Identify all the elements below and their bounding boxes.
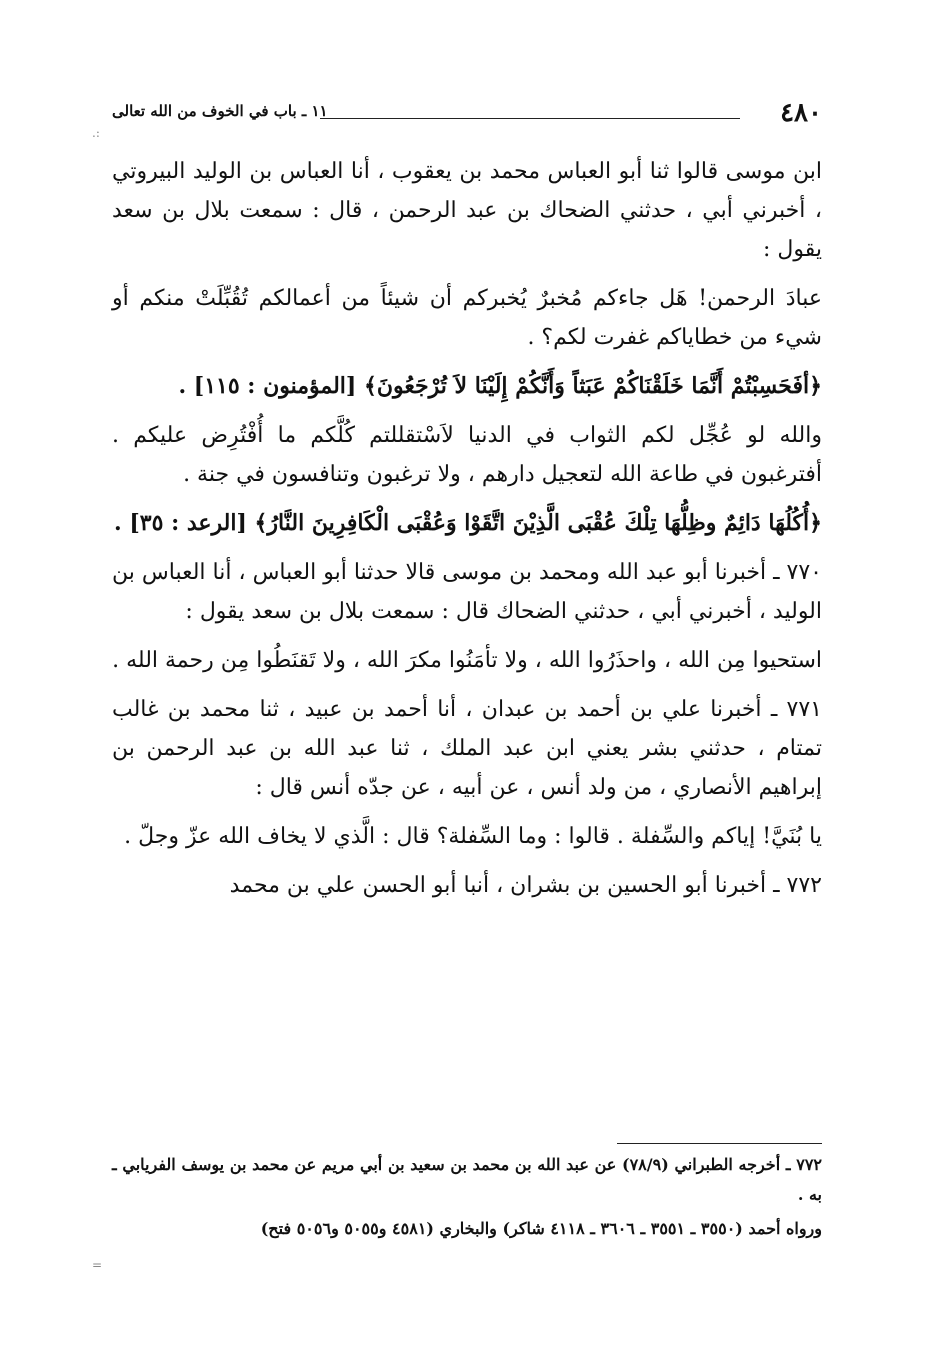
margin-mark: = [92,1258,103,1272]
paragraph: يا بُنَيَّ! إياكم والسِّفلة . قالوا : وما السِّفلة؟ قال : الَّذي لا يخاف الله عزّ وجلّ . [124,824,822,849]
body-text [112,152,822,915]
paragraph: عبادَ الرحمن! هَل جاءكم مُخبرٌ يُخبركم أن شيئاً من أعمالكم تُقُبِّلَتْ منكم أو شيء من خطاياكم غفرت لكم؟ . [112,286,822,350]
paragraph: ابن موسى قالوا ثنا أبو العباس محمد بن يعقوب ، أنا العباس بن الوليد البيروتي ، أخبرني أبي ، حدثني الضحاك بن عبد الرحمن ، قال : سمعت بلال بن سعد يقول : [112,159,822,262]
paragraph: والله لو عُجِّل لكم الثواب في الدنيا لاَسْتقللتم كُلَّكم ما أُفْتُرِض عليكم . أفترغبون في طاعة الله لتعجيل دارهم ، ولا ترغبون وتنافسون في جنة . [112,423,822,487]
footnote-rule [617,1143,822,1144]
page-number: ٤٨٠ [780,98,822,128]
footnotes [112,1150,822,1248]
hadith-paragraph: ٧٧٠ ـ أخبرنا أبو عبد الله ومحمد بن موسى قالا حدثنا أبو العباس ، أنا العباس بن الوليد ، أخبرني أبي ، حدثني الضحاك قال : سمعت بلال بن سعد يقول : [112,560,822,624]
footnote: ورواه أحمد (٣٥٥٠ ـ ٣٥٥١ ـ ٣٦٠٦ ـ ٤١١٨ شاكر) والبخاري (٤٥٨١ و٥٠٥٥ و٥٠٥٦ فتح) [260,1219,822,1238]
footnote: ٧٧٢ ـ أخرجه الطبراني (٧٨/٩) عن عبد الله بن محمد بن سعيد بن أبي مريم عن محمد بن يوسف الفريابي ـ به . [112,1155,822,1204]
quran-verse: ﴿أُكُلُهَا دَائِمٌ وظِلُّهَا تِلْكَ عُقْبَى الَّذِيْنَ اتَّقَوْا وَعُقْبَى الْكَافِرِينَ النَّارُ﴾ [الرعد : ٣٥] . [114,510,822,536]
margin-mark: .: [92,126,100,140]
running-title: ١١ ـ باب في الخوف من الله تعالى [112,102,328,120]
page-header [112,96,822,136]
hadith-paragraph: ٧٧٢ ـ أخبرنا أبو الحسين بن بشران ، أنبا أبو الحسن علي بن محمد [229,873,822,898]
hadith-paragraph: ٧٧١ ـ أخبرنا علي بن أحمد بن عبدان ، أنا أحمد بن عبيد ، ثنا محمد بن غالب تمتام ، حدثني بشر يعني ابن عبد الملك ، ثنا عبد الله بن عبد الرحمن بن إبراهيم الأنصاري ، من ولد أنس ، عن أبيه ، عن جدّه أنس قال : [112,697,822,800]
paragraph: استحيوا مِن الله ، واحذَرُوا الله ، ولا تأمَنُوا مكرَ الله ، ولا تَقنَطُوا مِن رحمة الله . [112,648,822,673]
header-rule [320,118,740,119]
quran-verse: ﴿أفَحَسِبْتُمْ أَنَّمَا خَلَقْنَاكُمْ عَبَثاً وَأَنَّكُمْ إِلَيْنَا لاَ تُرْجَعُونَ﴾ [المؤمنون : ١١٥] . [178,373,822,399]
